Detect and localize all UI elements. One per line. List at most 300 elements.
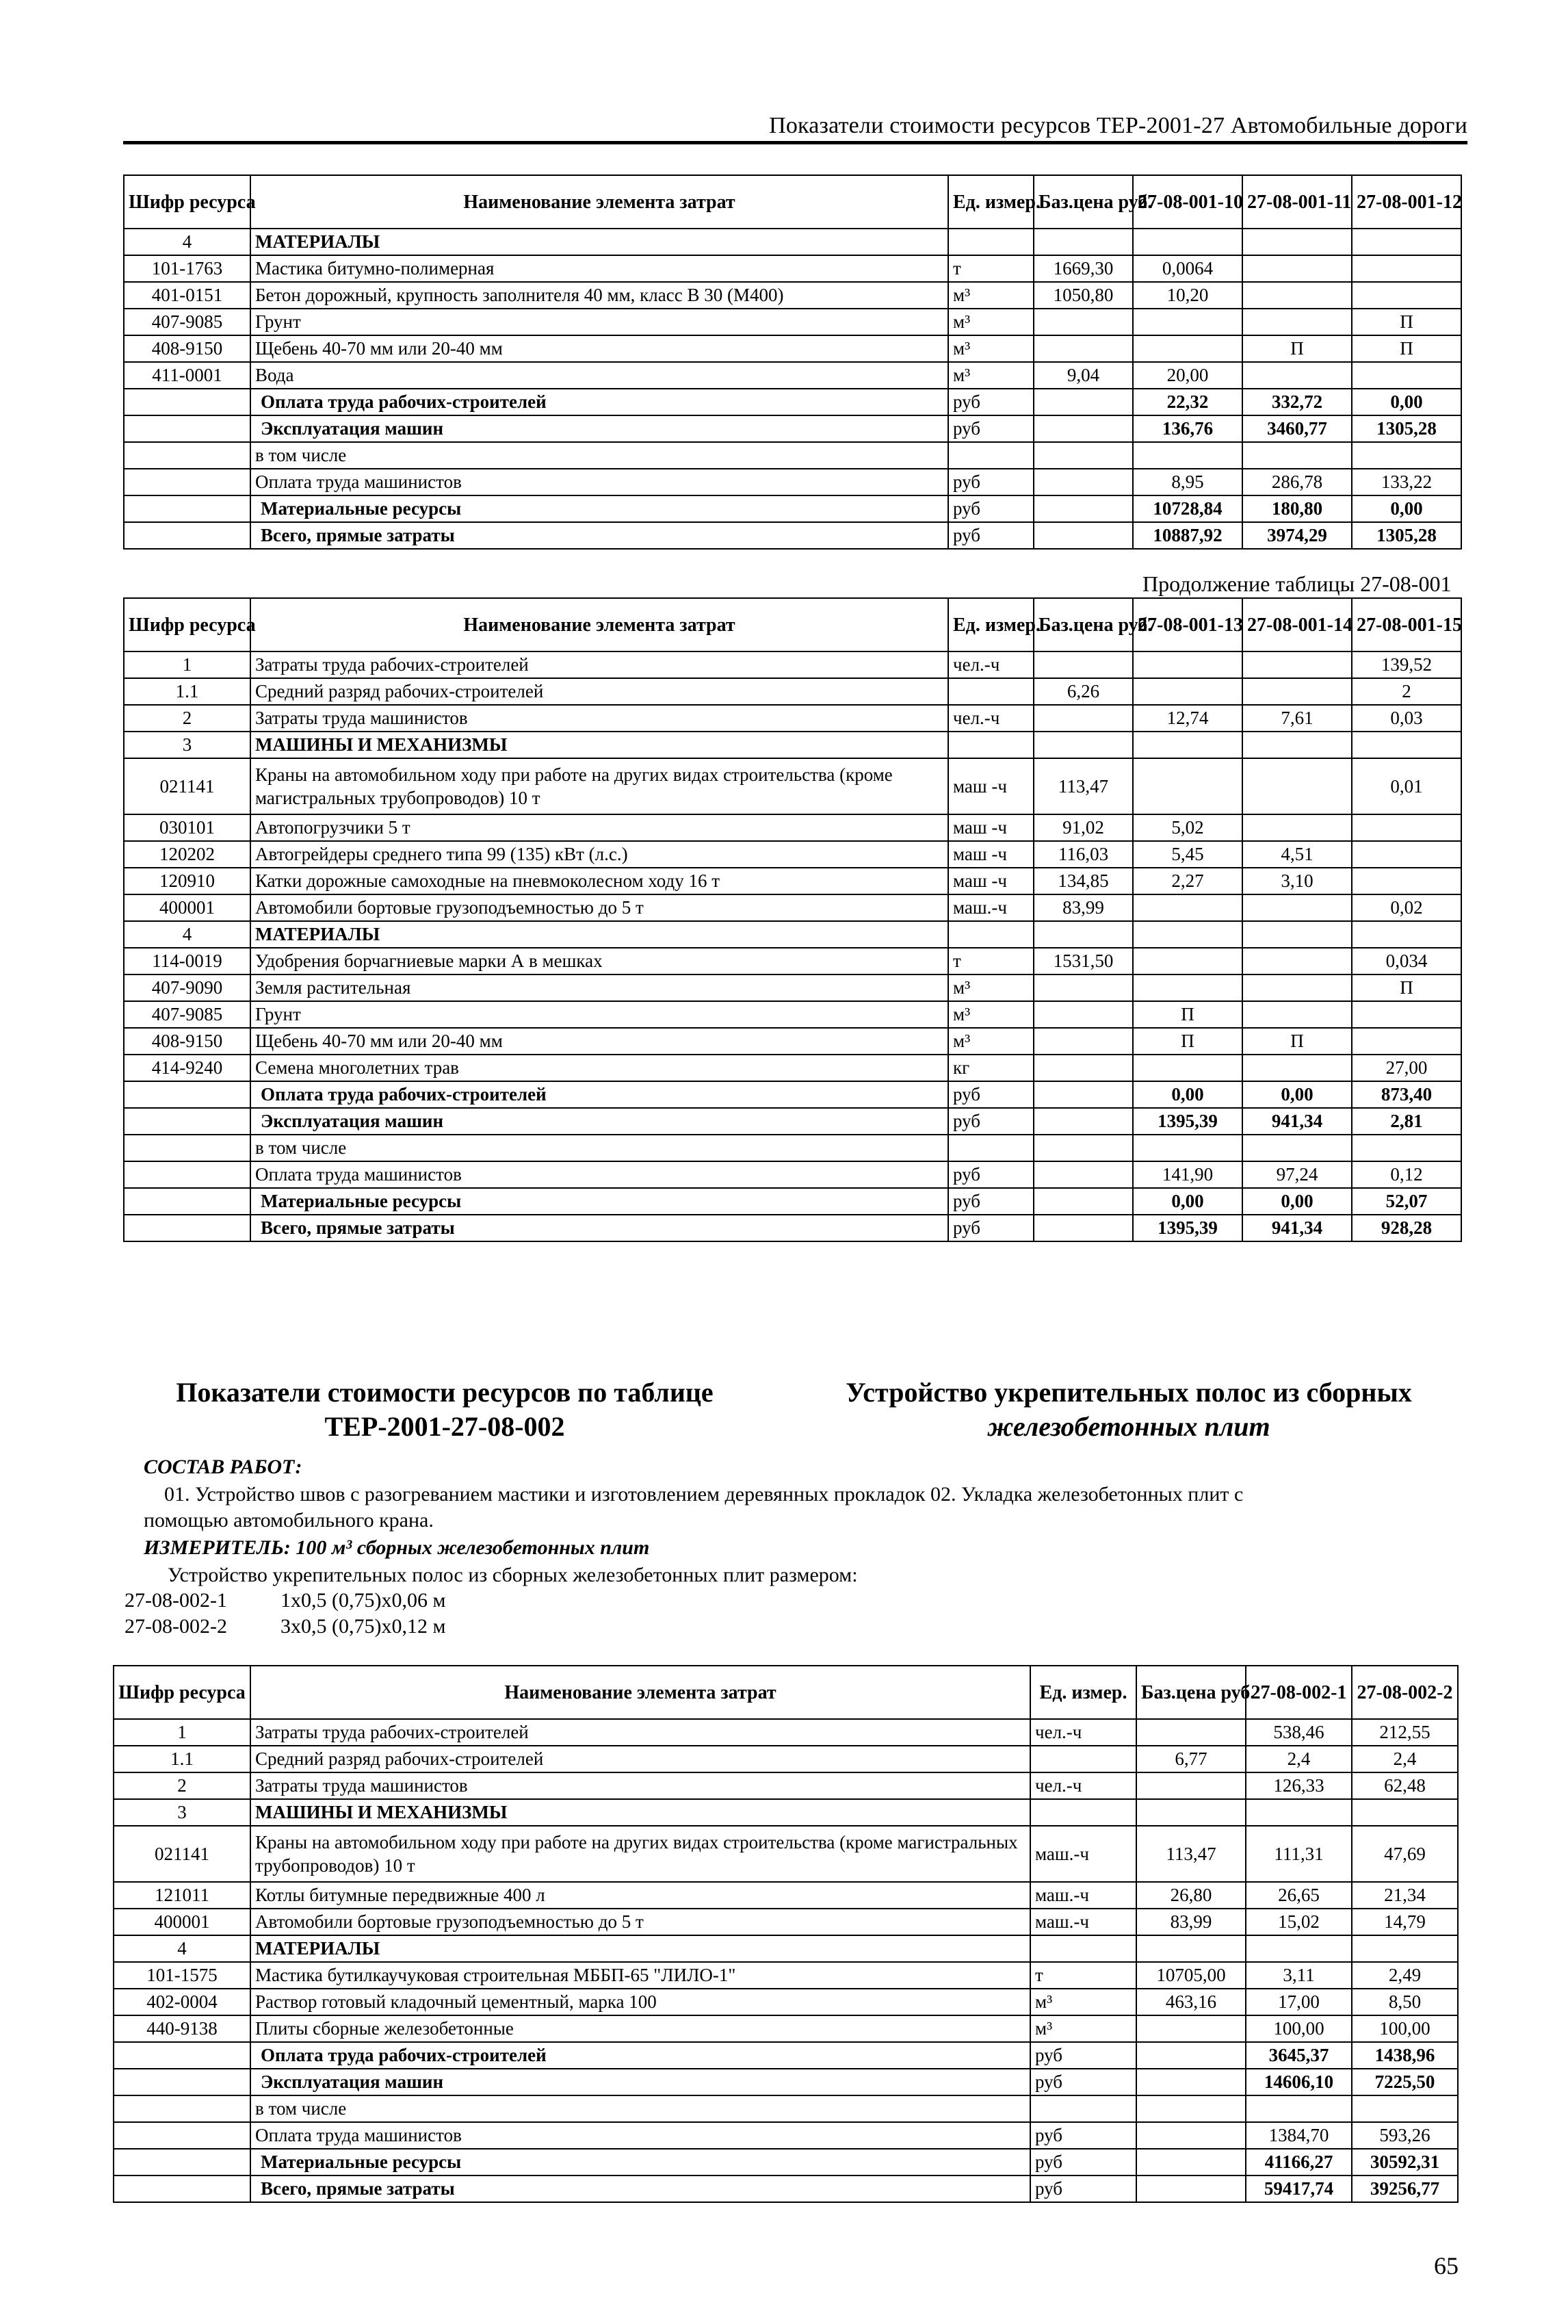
cell-unit bbox=[1030, 1746, 1136, 1772]
cell-unit: т bbox=[1030, 1962, 1136, 1989]
col-header-name: Наименование элемента затрат bbox=[250, 598, 948, 651]
table-row bbox=[114, 1719, 1458, 1746]
cell-name: Катки дорожные самоходные на пневмоколесном ходу 16 т bbox=[250, 868, 948, 894]
cell-code bbox=[124, 415, 250, 442]
cell-price: 83,99 bbox=[1136, 1909, 1246, 1935]
cell-value: 20,00 bbox=[1133, 362, 1242, 389]
cell-value: 212,55 bbox=[1352, 1719, 1458, 1746]
cell-value: 928,28 bbox=[1352, 1215, 1461, 1241]
table-row bbox=[124, 868, 1461, 894]
cell-name: Затраты труда рабочих-строителей bbox=[250, 651, 948, 678]
cell-price bbox=[1136, 1935, 1246, 1962]
cell-unit bbox=[948, 678, 1034, 705]
cell-code bbox=[124, 1188, 250, 1215]
section-title-right-line1: Устройство укрепительных полос из сборных bbox=[846, 1377, 1412, 1408]
table-27-08-002 bbox=[113, 1665, 1459, 2203]
cell-value: 1384,70 bbox=[1246, 2122, 1352, 2149]
cell-value: 15,02 bbox=[1246, 1909, 1352, 1935]
cell-value: 5,45 bbox=[1133, 841, 1242, 868]
table-header-row bbox=[114, 1666, 1458, 1719]
table-row bbox=[124, 948, 1461, 974]
table-row bbox=[124, 229, 1461, 255]
table-row bbox=[114, 1935, 1458, 1962]
cell-unit bbox=[948, 442, 1034, 469]
cell-value: 7,61 bbox=[1242, 705, 1352, 732]
col-header-unit: Ед. измер. bbox=[1030, 1666, 1136, 1719]
cell-price bbox=[1136, 2175, 1246, 2202]
cell-name: Автогрейдеры среднего типа 99 (135) кВт (л.с.) bbox=[250, 841, 948, 868]
cell-name: Оплата труда машинистов bbox=[250, 2122, 1030, 2149]
cell-value: 180,80 bbox=[1242, 495, 1352, 522]
cell-unit: м³ bbox=[1030, 2015, 1136, 2042]
cell-price: 134,85 bbox=[1034, 868, 1133, 894]
table-header-row bbox=[124, 598, 1461, 651]
cell-name: Эксплуатация машин bbox=[250, 415, 948, 442]
cell-name: Затраты труда машинистов bbox=[250, 705, 948, 732]
cell-name: Раствор готовый кладочный цементный, марка 100 bbox=[250, 1989, 1030, 2015]
cell-price bbox=[1034, 469, 1133, 495]
cell-code: 4 bbox=[124, 921, 250, 948]
cell-value: 10887,92 bbox=[1133, 522, 1242, 549]
cell-value: П bbox=[1352, 974, 1461, 1001]
cell-value: 136,76 bbox=[1133, 415, 1242, 442]
cell-unit: маш -ч bbox=[948, 841, 1034, 868]
cell-unit: руб bbox=[1030, 2042, 1136, 2069]
cell-name: Материальные ресурсы bbox=[250, 495, 948, 522]
col-header-price: Баз.цена руб. bbox=[1034, 598, 1133, 651]
cell-value: 0,00 bbox=[1242, 1081, 1352, 1108]
cell-price bbox=[1136, 2015, 1246, 2042]
cell-value bbox=[1133, 442, 1242, 469]
cell-value bbox=[1352, 814, 1461, 841]
cell-price: 91,02 bbox=[1034, 814, 1133, 841]
cell-name: Котлы битумные передвижные 400 л bbox=[250, 1882, 1030, 1909]
cell-value: 27,00 bbox=[1352, 1055, 1461, 1081]
col-header-unit: Ед. измер. bbox=[948, 598, 1034, 651]
col-header-code: Шифр ресурса bbox=[124, 175, 250, 229]
cell-code: 400001 bbox=[114, 1909, 250, 1935]
cell-code bbox=[114, 2095, 250, 2122]
cell-code: 401-0151 bbox=[124, 282, 250, 309]
table-27-08-001-part1 bbox=[123, 175, 1462, 550]
cell-value: 0,0064 bbox=[1133, 255, 1242, 282]
table-row bbox=[124, 389, 1461, 415]
cell-unit bbox=[948, 732, 1034, 758]
cell-value bbox=[1133, 678, 1242, 705]
variant-1-code: 27-08-002-1 bbox=[125, 1589, 227, 1612]
cell-value bbox=[1242, 948, 1352, 974]
cell-name: Всего, прямые затраты bbox=[250, 1215, 948, 1241]
cell-price bbox=[1034, 1161, 1133, 1188]
work-label: СОСТАВ РАБОТ: bbox=[144, 1456, 302, 1478]
table-row bbox=[114, 1826, 1458, 1882]
cell-unit bbox=[948, 921, 1034, 948]
cell-value: 593,26 bbox=[1352, 2122, 1458, 2149]
cell-price bbox=[1136, 2042, 1246, 2069]
cell-name: Средний разряд рабочих-строителей bbox=[250, 1746, 1030, 1772]
cell-value bbox=[1133, 229, 1242, 255]
cell-name: Мастика битумно-полимерная bbox=[250, 255, 948, 282]
table-row bbox=[124, 974, 1461, 1001]
cell-price bbox=[1034, 1081, 1133, 1108]
section-title-right-line2: железобетонных плит bbox=[987, 1411, 1270, 1442]
table-row bbox=[124, 894, 1461, 921]
cell-value: 3645,37 bbox=[1246, 2042, 1352, 2069]
cell-value: 133,22 bbox=[1352, 469, 1461, 495]
cell-value bbox=[1133, 758, 1242, 814]
cell-value: 8,95 bbox=[1133, 469, 1242, 495]
cell-unit bbox=[1030, 1799, 1136, 1826]
cell-code: 407-9085 bbox=[124, 1001, 250, 1028]
cell-value: 2 bbox=[1352, 678, 1461, 705]
cell-value: 21,34 bbox=[1352, 1882, 1458, 1909]
cell-price bbox=[1034, 1108, 1133, 1135]
cell-value: 22,32 bbox=[1133, 389, 1242, 415]
cell-value: 332,72 bbox=[1242, 389, 1352, 415]
cell-unit: руб bbox=[948, 1188, 1034, 1215]
cell-name: Эксплуатация машин bbox=[250, 2069, 1030, 2095]
cell-value: 59417,74 bbox=[1246, 2175, 1352, 2202]
cell-name: Семена многолетних трав bbox=[250, 1055, 948, 1081]
cell-price: 9,04 bbox=[1034, 362, 1133, 389]
cell-price bbox=[1034, 442, 1133, 469]
table-row bbox=[114, 2122, 1458, 2149]
cell-value: П bbox=[1352, 309, 1461, 335]
table-row bbox=[114, 1799, 1458, 1826]
cell-unit: маш.-ч bbox=[948, 894, 1034, 921]
cell-value: 111,31 bbox=[1246, 1826, 1352, 1882]
table-row bbox=[124, 1215, 1461, 1241]
header-rule bbox=[123, 141, 1467, 144]
cell-code: 101-1763 bbox=[124, 255, 250, 282]
cell-name: в том числе bbox=[250, 1135, 948, 1161]
cell-value bbox=[1352, 921, 1461, 948]
cell-price bbox=[1034, 651, 1133, 678]
cell-unit: руб bbox=[948, 1081, 1034, 1108]
cell-code bbox=[124, 469, 250, 495]
cell-value: 1305,28 bbox=[1352, 522, 1461, 549]
cell-value bbox=[1352, 841, 1461, 868]
cell-code bbox=[124, 1081, 250, 1108]
cell-value: 141,90 bbox=[1133, 1161, 1242, 1188]
col-header-name: Наименование элемента затрат bbox=[250, 1666, 1030, 1719]
cell-name: Всего, прямые затраты bbox=[250, 2175, 1030, 2202]
cell-value: 7225,50 bbox=[1352, 2069, 1458, 2095]
cell-unit: чел.-ч bbox=[948, 705, 1034, 732]
cell-unit: маш.-ч bbox=[1030, 1882, 1136, 1909]
table-row bbox=[114, 2015, 1458, 2042]
variant-2-size: 3х0,5 (0,75)х0,12 м bbox=[280, 1615, 446, 1638]
cell-price bbox=[1034, 415, 1133, 442]
cell-unit bbox=[948, 229, 1034, 255]
cell-value bbox=[1133, 974, 1242, 1001]
cell-unit: м³ bbox=[948, 335, 1034, 362]
cell-value bbox=[1352, 1135, 1461, 1161]
cell-code: 3 bbox=[124, 732, 250, 758]
cell-code: 411-0001 bbox=[124, 362, 250, 389]
cell-value bbox=[1242, 651, 1352, 678]
cell-value: П bbox=[1242, 335, 1352, 362]
cell-value: 2,4 bbox=[1352, 1746, 1458, 1772]
table2-caption: Продолжение таблицы 27-08-001 bbox=[1142, 571, 1452, 596]
cell-price bbox=[1034, 1055, 1133, 1081]
cell-value bbox=[1352, 442, 1461, 469]
table-row bbox=[114, 1909, 1458, 1935]
cell-value bbox=[1352, 1935, 1458, 1962]
cell-name: Мастика бутилкаучуковая строительная МББП-65 "ЛИЛО-1" bbox=[250, 1962, 1030, 1989]
cell-value bbox=[1133, 732, 1242, 758]
cell-value bbox=[1242, 974, 1352, 1001]
cell-value bbox=[1352, 1001, 1461, 1028]
table-row bbox=[124, 732, 1461, 758]
cell-name: МАШИНЫ И МЕХАНИЗМЫ bbox=[250, 732, 948, 758]
cell-price: 83,99 bbox=[1034, 894, 1133, 921]
cell-value: 0,03 bbox=[1352, 705, 1461, 732]
table-row bbox=[124, 678, 1461, 705]
cell-value: 17,00 bbox=[1246, 1989, 1352, 2015]
col-header-v3: 27-08-001-12 bbox=[1352, 175, 1461, 229]
table-row bbox=[124, 651, 1461, 678]
cell-value: 0,12 bbox=[1352, 1161, 1461, 1188]
cell-value bbox=[1133, 335, 1242, 362]
cell-name: Средний разряд рабочих-строителей bbox=[250, 678, 948, 705]
cell-value bbox=[1352, 255, 1461, 282]
cell-unit: м³ bbox=[948, 282, 1034, 309]
page-number: 65 bbox=[1434, 2252, 1459, 2280]
cell-price bbox=[1136, 2095, 1246, 2122]
cell-unit bbox=[948, 1135, 1034, 1161]
cell-price bbox=[1034, 1135, 1133, 1161]
cell-code bbox=[124, 1161, 250, 1188]
cell-price bbox=[1034, 732, 1133, 758]
cell-value bbox=[1246, 2095, 1352, 2122]
cell-price bbox=[1034, 522, 1133, 549]
cell-unit bbox=[1030, 2095, 1136, 2122]
cell-value: 30592,31 bbox=[1352, 2149, 1458, 2175]
cell-unit: руб bbox=[948, 389, 1034, 415]
cell-code: 4 bbox=[124, 229, 250, 255]
cell-value: 0,00 bbox=[1352, 389, 1461, 415]
cell-value bbox=[1352, 2095, 1458, 2122]
cell-price bbox=[1034, 389, 1133, 415]
table-row bbox=[124, 309, 1461, 335]
cell-name: Оплата труда рабочих-строителей bbox=[250, 2042, 1030, 2069]
cell-value: 5,02 bbox=[1133, 814, 1242, 841]
cell-value: 126,33 bbox=[1246, 1772, 1352, 1799]
table-row bbox=[124, 415, 1461, 442]
table-row bbox=[124, 1055, 1461, 1081]
cell-price bbox=[1034, 921, 1133, 948]
cell-price: 26,80 bbox=[1136, 1882, 1246, 1909]
cell-code bbox=[124, 1108, 250, 1135]
cell-value: 941,34 bbox=[1242, 1108, 1352, 1135]
cell-value: 26,65 bbox=[1246, 1882, 1352, 1909]
cell-price: 10705,00 bbox=[1136, 1962, 1246, 1989]
header-title: Показатели стоимости ресурсов ТЕР-2001-27 Автомобильные дороги bbox=[769, 113, 1467, 138]
variant-2-code: 27-08-002-2 bbox=[125, 1615, 227, 1638]
cell-value bbox=[1352, 868, 1461, 894]
cell-name: Материальные ресурсы bbox=[250, 1188, 948, 1215]
cell-value: 0,02 bbox=[1352, 894, 1461, 921]
col-header-v1: 27-08-001-13 bbox=[1133, 598, 1242, 651]
cell-value bbox=[1242, 1135, 1352, 1161]
cell-value: 12,74 bbox=[1133, 705, 1242, 732]
table-row bbox=[124, 255, 1461, 282]
col-header-unit: Ед. измер. bbox=[948, 175, 1034, 229]
cell-name: Плиты сборные железобетонные bbox=[250, 2015, 1030, 2042]
cell-value bbox=[1242, 732, 1352, 758]
cell-value bbox=[1242, 1055, 1352, 1081]
cell-name: Оплата труда рабочих-строителей bbox=[250, 1081, 948, 1108]
cell-name: Оплата труда машинистов bbox=[250, 1161, 948, 1188]
cell-value: 0,00 bbox=[1133, 1188, 1242, 1215]
col-header-code: Шифр ресурса bbox=[114, 1666, 250, 1719]
cell-value: 0,01 bbox=[1352, 758, 1461, 814]
cell-code: 407-9085 bbox=[124, 309, 250, 335]
cell-unit: т bbox=[948, 948, 1034, 974]
cell-unit: руб bbox=[948, 495, 1034, 522]
table-row bbox=[114, 1772, 1458, 1799]
cell-name: Удобрения борчагниевые марки А в мешках bbox=[250, 948, 948, 974]
cell-price: 116,03 bbox=[1034, 841, 1133, 868]
cell-code: 2 bbox=[124, 705, 250, 732]
cell-value: 1305,28 bbox=[1352, 415, 1461, 442]
table-row bbox=[114, 1989, 1458, 2015]
col-header-name: Наименование элемента затрат bbox=[250, 175, 948, 229]
cell-unit: руб bbox=[948, 415, 1034, 442]
table-row bbox=[114, 2149, 1458, 2175]
cell-unit: руб bbox=[948, 469, 1034, 495]
cell-value: 0,034 bbox=[1352, 948, 1461, 974]
work-text-line1: 01. Устройство швов с разогреванием мастики и изготовлением деревянных прокладок 02. Укладка железобетонных плит с bbox=[164, 1483, 1244, 1506]
cell-code bbox=[114, 2069, 250, 2095]
cell-value: П bbox=[1133, 1001, 1242, 1028]
cell-value: 873,40 bbox=[1352, 1081, 1461, 1108]
cell-unit: руб bbox=[948, 522, 1034, 549]
cell-value bbox=[1242, 678, 1352, 705]
cell-value bbox=[1242, 814, 1352, 841]
cell-name: МАТЕРИАЛЫ bbox=[250, 921, 948, 948]
cell-unit: маш -ч bbox=[948, 868, 1034, 894]
cell-value: П bbox=[1352, 335, 1461, 362]
cell-name: Оплата труда рабочих-строителей bbox=[250, 389, 948, 415]
cell-value: 3974,29 bbox=[1242, 522, 1352, 549]
cell-code: 021141 bbox=[124, 758, 250, 814]
cell-code: 1.1 bbox=[124, 678, 250, 705]
table-row bbox=[124, 335, 1461, 362]
cell-value bbox=[1242, 442, 1352, 469]
section-title-left-line1: Показатели стоимости ресурсов по таблице bbox=[176, 1377, 714, 1408]
table-row bbox=[124, 1135, 1461, 1161]
cell-name: Краны на автомобильном ходу при работе на других видах строительства (кроме магистральных трубопроводов) 10 т bbox=[250, 758, 948, 814]
table-row bbox=[124, 1001, 1461, 1028]
cell-code: 3 bbox=[114, 1799, 250, 1826]
cell-value: 4,51 bbox=[1242, 841, 1352, 868]
cell-unit: руб bbox=[1030, 2175, 1136, 2202]
table-row bbox=[114, 2175, 1458, 2202]
cell-value: 2,49 bbox=[1352, 1962, 1458, 1989]
cell-unit: маш.-ч bbox=[1030, 1909, 1136, 1935]
cell-code: 2 bbox=[114, 1772, 250, 1799]
cell-code: 121011 bbox=[114, 1882, 250, 1909]
cell-code bbox=[124, 522, 250, 549]
table-row bbox=[124, 814, 1461, 841]
cell-value: 3460,77 bbox=[1242, 415, 1352, 442]
col-header-v1: 27-08-001-10 bbox=[1133, 175, 1242, 229]
table-row bbox=[124, 841, 1461, 868]
cell-value bbox=[1246, 1799, 1352, 1826]
cell-value bbox=[1242, 362, 1352, 389]
cell-code: 1.1 bbox=[114, 1746, 250, 1772]
section-title-right bbox=[800, 1376, 1457, 1444]
cell-unit: руб bbox=[1030, 2122, 1136, 2149]
cell-unit: т bbox=[948, 255, 1034, 282]
cell-price bbox=[1034, 1028, 1133, 1055]
cell-code: 120202 bbox=[124, 841, 250, 868]
cell-value: 47,69 bbox=[1352, 1826, 1458, 1882]
cell-value: 10728,84 bbox=[1133, 495, 1242, 522]
cell-value bbox=[1352, 282, 1461, 309]
cell-name: МАТЕРИАЛЫ bbox=[250, 229, 948, 255]
cell-price: 6,26 bbox=[1034, 678, 1133, 705]
cell-value: 100,00 bbox=[1352, 2015, 1458, 2042]
cell-unit: чел.-ч bbox=[1030, 1719, 1136, 1746]
cell-value: 2,81 bbox=[1352, 1108, 1461, 1135]
cell-unit: чел.-ч bbox=[948, 651, 1034, 678]
cell-value bbox=[1133, 921, 1242, 948]
table-row bbox=[124, 522, 1461, 549]
cell-value bbox=[1246, 1935, 1352, 1962]
table-row bbox=[124, 442, 1461, 469]
cell-price bbox=[1034, 495, 1133, 522]
cell-value: 100,00 bbox=[1246, 2015, 1352, 2042]
cell-price bbox=[1034, 229, 1133, 255]
cell-value: 1438,96 bbox=[1352, 2042, 1458, 2069]
cell-code bbox=[124, 1135, 250, 1161]
cell-code bbox=[124, 1215, 250, 1241]
cell-unit: чел.-ч bbox=[1030, 1772, 1136, 1799]
cell-price bbox=[1034, 1215, 1133, 1241]
cell-value bbox=[1242, 282, 1352, 309]
table-row bbox=[114, 2069, 1458, 2095]
cell-price bbox=[1034, 335, 1133, 362]
cell-value: 14,79 bbox=[1352, 1909, 1458, 1935]
cell-value: 0,00 bbox=[1242, 1188, 1352, 1215]
cell-value bbox=[1352, 229, 1461, 255]
cell-unit: маш.-ч bbox=[1030, 1826, 1136, 1882]
table-row bbox=[124, 469, 1461, 495]
cell-value: 2,4 bbox=[1246, 1746, 1352, 1772]
cell-code: 120910 bbox=[124, 868, 250, 894]
cell-price bbox=[1136, 2149, 1246, 2175]
page-header bbox=[123, 113, 1467, 142]
table-header-row bbox=[124, 175, 1461, 229]
cell-code bbox=[114, 2149, 250, 2175]
cell-name: МАТЕРИАЛЫ bbox=[250, 1935, 1030, 1962]
cell-value: 8,50 bbox=[1352, 1989, 1458, 2015]
cell-value: 39256,77 bbox=[1352, 2175, 1458, 2202]
cell-name: Оплата труда машинистов bbox=[250, 469, 948, 495]
cell-value: 62,48 bbox=[1352, 1772, 1458, 1799]
cell-price: 1050,80 bbox=[1034, 282, 1133, 309]
cell-name: в том числе bbox=[250, 2095, 1030, 2122]
cell-name: Земля растительная bbox=[250, 974, 948, 1001]
cell-value bbox=[1133, 894, 1242, 921]
cell-value bbox=[1242, 1001, 1352, 1028]
cell-name: Затраты труда рабочих-строителей bbox=[250, 1719, 1030, 1746]
table-row bbox=[114, 2042, 1458, 2069]
cell-unit: руб bbox=[948, 1161, 1034, 1188]
